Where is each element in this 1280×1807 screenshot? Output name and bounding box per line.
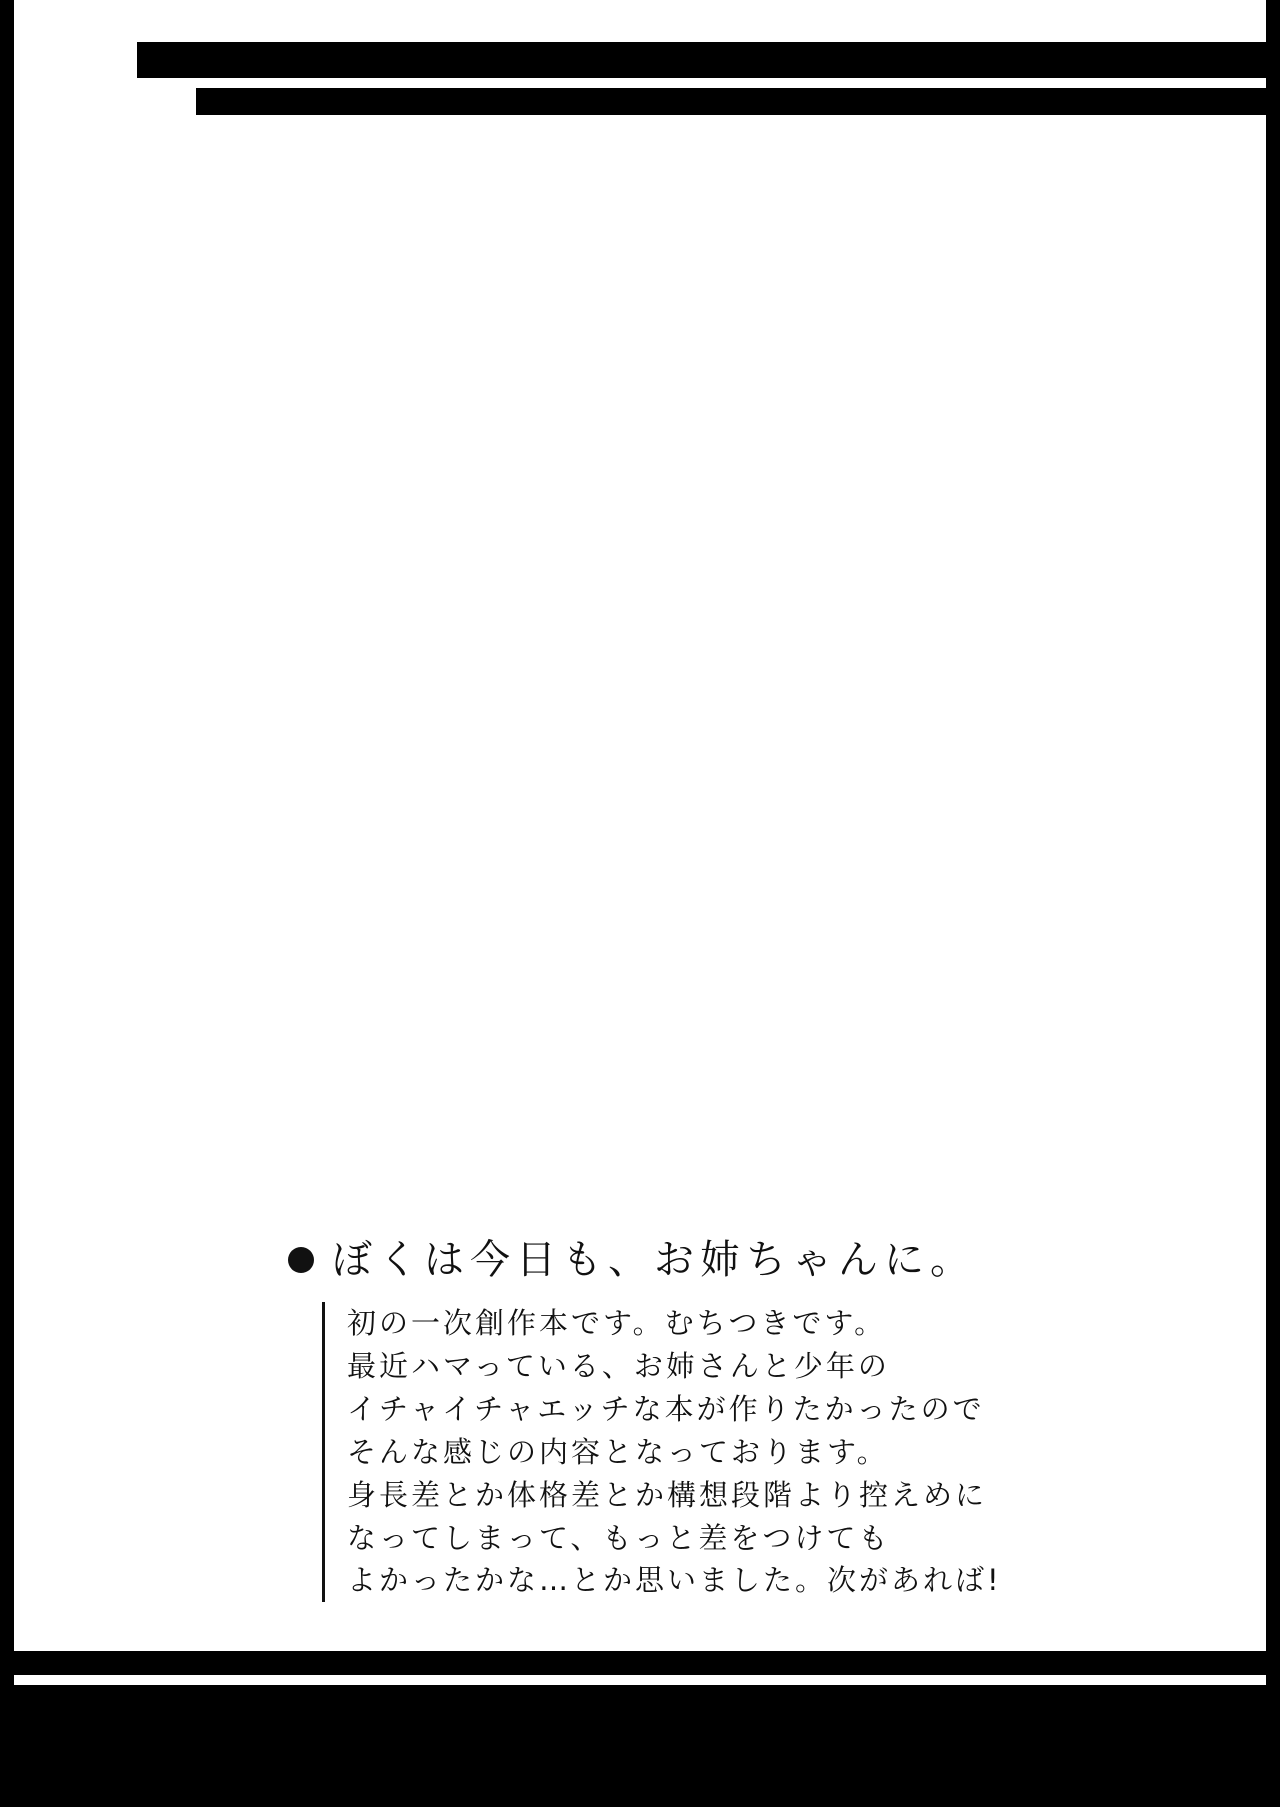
note-body-line: 最近ハマっている、お姉さんと少年の <box>347 1348 890 1383</box>
note-body-line: よかったかな…とか思いました。次があれば! <box>347 1563 1002 1598</box>
vertical-rule-divider <box>322 1302 325 1602</box>
right-margin-bar <box>1266 0 1280 1807</box>
redaction-notch-icon <box>400 194 404 198</box>
footer-bar-thin <box>0 1651 1280 1675</box>
note-title: ぼくは今日も、お姉ちゃんに。 <box>332 1237 976 1283</box>
filled-circle-bullet-icon <box>288 1247 314 1273</box>
top-redaction-bar-1 <box>137 42 1266 78</box>
redaction-notch-icon <box>400 185 404 189</box>
top-redaction-bar-2 <box>196 88 1266 115</box>
note-title-row <box>288 1237 1168 1283</box>
handwritten-note-block <box>288 1237 1168 1602</box>
note-body-line: そんな感じの内容となっております。 <box>347 1434 889 1469</box>
note-body <box>347 1302 1002 1602</box>
left-margin-bar <box>0 0 14 1807</box>
note-body-line: 初の一次創作本です。むちつきです。 <box>347 1306 887 1340</box>
footer-bar-thick <box>0 1685 1280 1807</box>
note-body-line: イチャイチャエッチな本が作りたかったので <box>347 1391 985 1426</box>
note-body-line: なってしまって、もっと差をつけても <box>347 1520 891 1555</box>
note-body-wrap <box>322 1302 1168 1602</box>
note-body-line: 身長差とか体格差とか構想段階より控えめに <box>347 1477 988 1512</box>
